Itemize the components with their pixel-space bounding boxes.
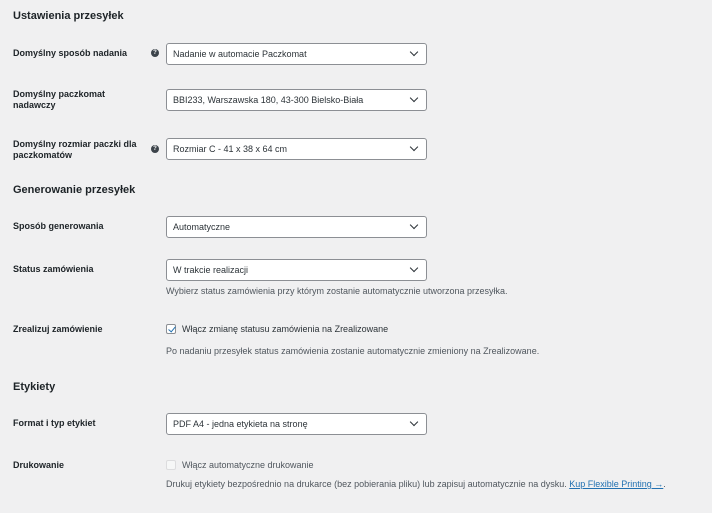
printing-description — [166, 479, 666, 489]
label-format-select[interactable] — [166, 413, 427, 435]
default-size-label-line1: Domyślny rozmiar paczki dla — [13, 139, 137, 149]
chevron-down-icon — [410, 48, 418, 56]
section-title-shipping-settings: Ustawienia przesyłek — [13, 10, 124, 22]
printing-description-text: Drukuj etykiety bezpośrednio na drukarce (bez pobierania pliku) lub zapisuj automatycznie na dysku. — [166, 479, 567, 489]
complete-order-checkbox[interactable] — [166, 324, 176, 334]
flexible-printing-link[interactable]: Kup Flexible Printing → — [569, 479, 664, 489]
default-locker-label-line1: Domyślny paczkomat — [13, 89, 106, 99]
default-size-select[interactable] — [166, 138, 427, 160]
help-icon[interactable]: ? — [151, 49, 159, 57]
default-method-select[interactable] — [166, 43, 427, 65]
default-size-label — [13, 139, 137, 161]
default-locker-value: BBI233, Warszawska 180, 43-300 Bielsko-Biała — [173, 95, 364, 105]
printing-checkbox[interactable] — [166, 460, 176, 470]
printing-label: Drukowanie — [13, 460, 65, 470]
complete-order-checkbox-label[interactable]: Włącz zmianę statusu zamówienia na Zrealizowane — [182, 324, 389, 334]
order-status-label: Status zamówienia — [13, 264, 94, 274]
section-title-generation: Generowanie przesyłek — [13, 184, 136, 196]
chevron-down-icon — [410, 418, 418, 426]
default-method-value: Nadanie w automacie Paczkomat — [173, 49, 307, 59]
complete-order-label: Zrealizuj zamówienie — [13, 324, 103, 334]
default-locker-select[interactable] — [166, 89, 427, 111]
default-locker-label-line2: nadawczy — [13, 100, 56, 110]
printing-checkbox-label[interactable]: Włącz automatyczne drukowanie — [182, 460, 314, 470]
chevron-down-icon — [410, 143, 418, 151]
printing-description-end: . — [663, 479, 666, 489]
help-icon[interactable]: ? — [151, 145, 159, 153]
default-size-value: Rozmiar C - 41 x 38 x 64 cm — [173, 144, 288, 154]
label-format-value: PDF A4 - jedna etykieta na stronę — [173, 419, 308, 429]
section-title-labels: Etykiety — [13, 381, 56, 393]
complete-order-description: Po nadaniu przesyłek status zamówienia zostanie automatycznie zmieniony na Zrealizowane. — [166, 346, 540, 356]
order-status-select[interactable] — [166, 259, 427, 281]
order-status-description: Wybierz status zamówienia przy którym zostanie automatycznie utworzona przesyłka. — [166, 286, 508, 296]
label-format-label: Format i typ etykiet — [13, 418, 96, 428]
chevron-down-icon — [410, 264, 418, 272]
order-status-value: W trakcie realizacji — [173, 265, 249, 275]
default-locker-label — [13, 89, 105, 111]
generation-method-select[interactable] — [166, 216, 427, 238]
default-size-label-line2: paczkomatów — [13, 150, 73, 160]
chevron-down-icon — [410, 94, 418, 102]
generation-method-label: Sposób generowania — [13, 221, 104, 231]
generation-method-value: Automatyczne — [173, 222, 231, 232]
chevron-down-icon — [410, 221, 418, 229]
default-method-label: Domyślny sposób nadania — [13, 48, 128, 58]
